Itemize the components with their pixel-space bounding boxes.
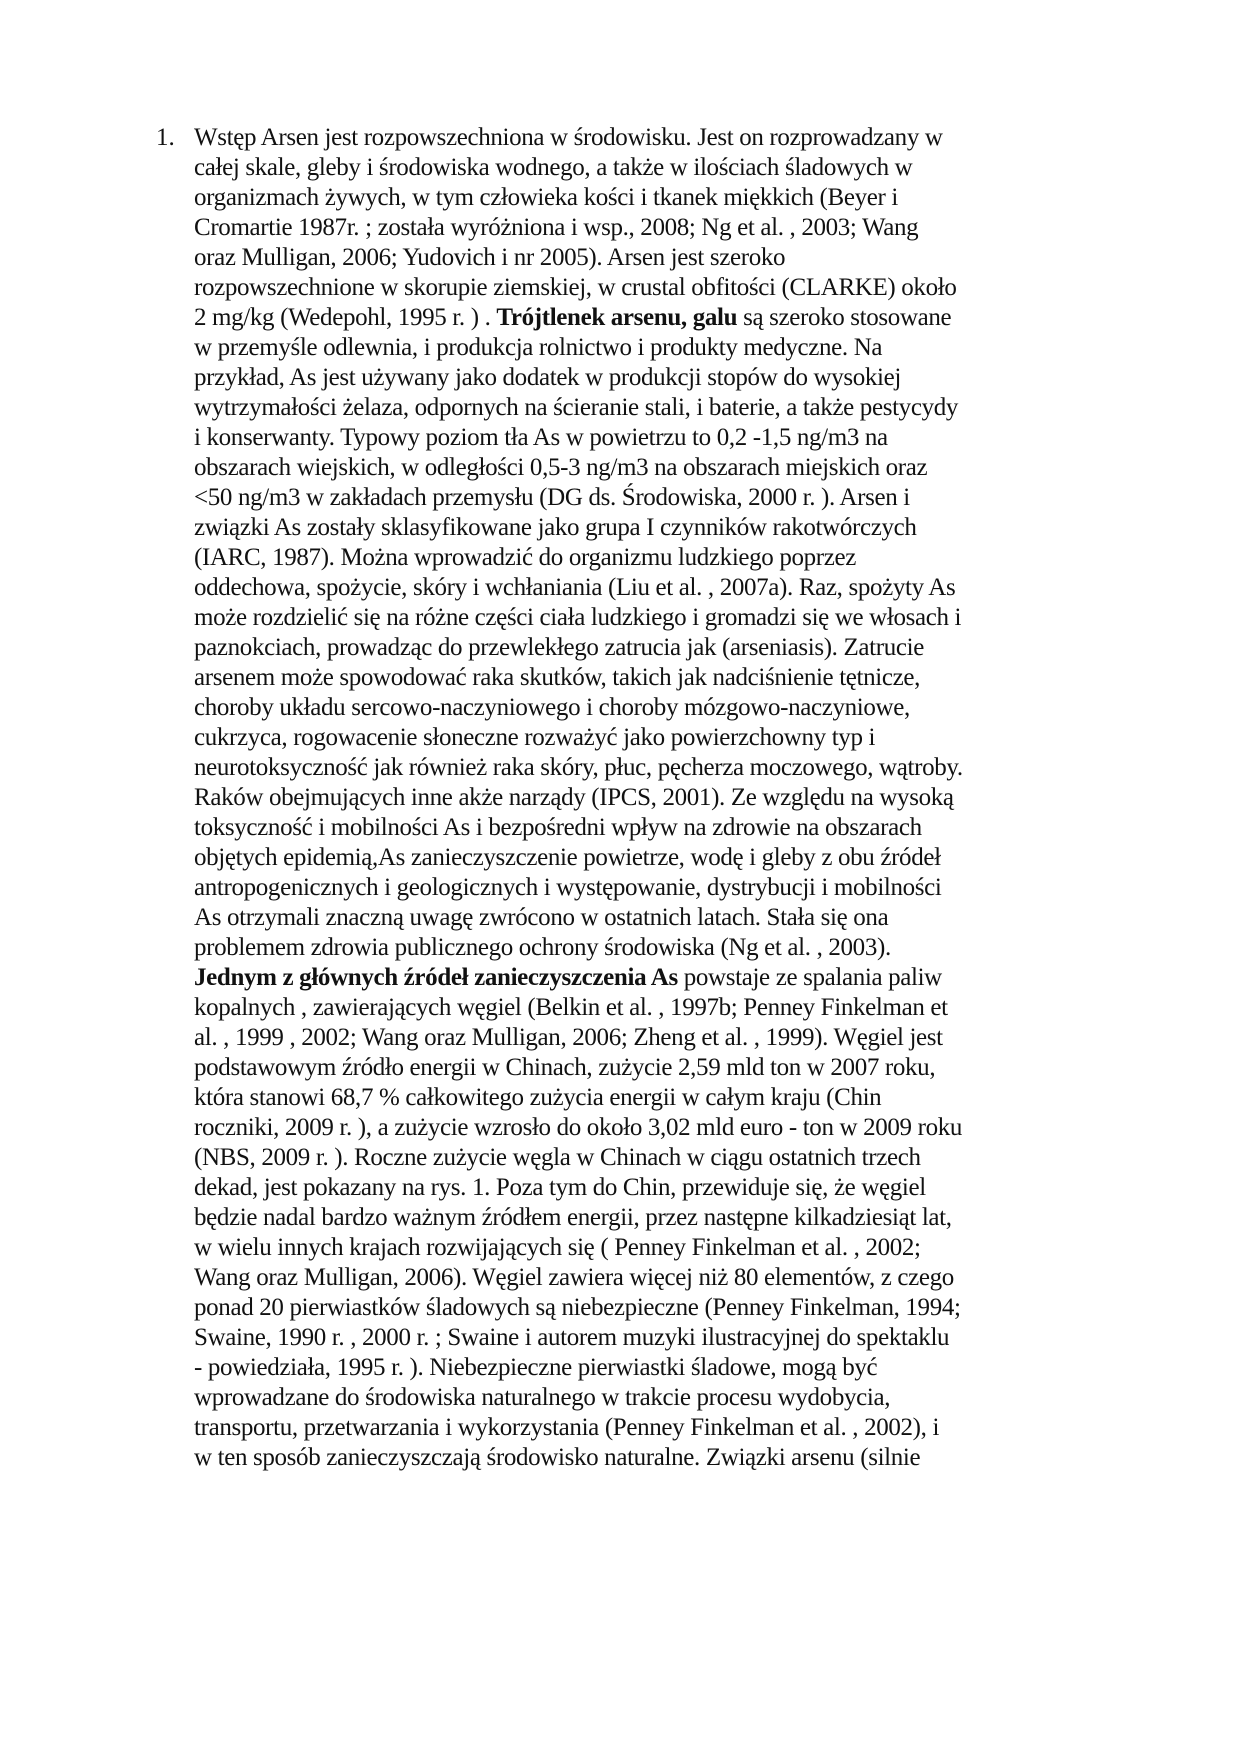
- text-line: [194, 933, 1134, 963]
- text-run: al. , 1999 , 2002; Wang oraz Mulligan, 2006; Zheng et al. , 1999). Węgiel jest: [194, 1024, 943, 1051]
- text-line: [194, 543, 1134, 573]
- text-line: [194, 813, 1134, 843]
- text-line: [194, 1353, 1134, 1383]
- text-line: [194, 363, 1134, 393]
- text-line: [194, 1323, 1134, 1353]
- paragraph-body: [194, 123, 1134, 1473]
- text-run: toksyczność i mobilności As i bezpośredni wpływ na zdrowie na obszarach: [194, 814, 922, 841]
- text-line: [194, 1383, 1134, 1413]
- text-run: będzie nadal bardzo ważnym źródłem energii, przez następne kilkadziesiąt lat,: [194, 1204, 952, 1231]
- text-run: ponad 20 pierwiastków śladowych są niebezpieczne (Penney Finkelman, 1994;: [194, 1294, 961, 1321]
- text-line: [194, 873, 1134, 903]
- text-run: Wang oraz Mulligan, 2006). Węgiel zawiera więcej niż 80 elementów, z czego: [194, 1264, 954, 1291]
- text-run: związki As zostały sklasyfikowane jako grupa I czynników rakotwórczych: [194, 514, 917, 541]
- text-line: [194, 663, 1134, 693]
- text-run: arsenem może spowodować raka skutków, takich jak nadciśnienie tętnicze,: [194, 664, 921, 691]
- text-line: [194, 513, 1134, 543]
- text-line: [194, 1083, 1134, 1113]
- text-run: Swaine, 1990 r. , 2000 r. ; Swaine i autorem muzyki ilustracyjnej do spektaklu: [194, 1324, 950, 1351]
- text-run: podstawowym źródło energii w Chinach, zużycie 2,59 mld ton w 2007 roku,: [194, 1054, 936, 1081]
- text-line: [194, 633, 1134, 663]
- text-run: powstaje ze spalania paliw: [677, 964, 942, 991]
- text-run: cukrzyca, rogowacenie słoneczne rozważyć jako powierzchowny typ i: [194, 724, 876, 751]
- text-line: [194, 453, 1134, 483]
- text-run: i konserwanty. Typowy poziom tła As w powietrzu to 0,2 -1,5 ng/m3 na: [194, 424, 888, 451]
- text-line: [194, 573, 1134, 603]
- text-line: [194, 1293, 1134, 1323]
- text-run: (IARC, 1987). Można wprowadzić do organizmu ludzkiego poprzez: [194, 544, 857, 571]
- text-line: [194, 1203, 1134, 1233]
- text-run: rozpowszechnione w skorupie ziemskiej, w crustal obfitości (CLARKE) około: [194, 274, 957, 301]
- text-line: [194, 243, 1134, 273]
- text-run: całej skale, gleby i środowiska wodnego, a także w ilościach śladowych w: [194, 154, 913, 181]
- text-run: As otrzymali znaczną uwagę zwrócono w ostatnich latach. Stała się ona: [194, 904, 889, 931]
- text-run: przykład, As jest używany jako dodatek w produkcji stopów do wysokiej: [194, 364, 901, 391]
- text-run: wprowadzane do środowiska naturalnego w trakcie procesu wydobycia,: [194, 1384, 891, 1411]
- text-line: [194, 273, 1134, 303]
- text-line: [194, 1233, 1134, 1263]
- text-run: antropogenicznych i geologicznych i występowanie, dystrybucji i mobilności: [194, 874, 942, 901]
- text-run: neurotoksyczność jak również raka skóry, płuc, pęcherza moczowego, wątroby.: [194, 754, 963, 781]
- text-line: [194, 423, 1134, 453]
- text-line: [194, 123, 1134, 153]
- text-run: są szeroko stosowane: [737, 304, 952, 331]
- text-run: 2 mg/kg (Wedepohl, 1995 r. ) .: [194, 304, 497, 331]
- text-run: choroby układu sercowo-naczyniowego i choroby mózgowo-naczyniowe,: [194, 694, 910, 721]
- text-run: Raków obejmujących inne akże narządy (IPCS, 2001). Ze względu na wysoką: [194, 784, 954, 811]
- text-run: która stanowi 68,7 % całkowitego zużycia energii w całym kraju (Chin: [194, 1084, 882, 1111]
- text-line: [194, 1173, 1134, 1203]
- list-number: 1.: [156, 124, 175, 151]
- text-run: <50 ng/m3 w zakładach przemysłu (DG ds. Środowiska, 2000 r. ). Arsen i: [194, 484, 910, 511]
- text-run: wytrzymałości żelaza, odpornych na ścieranie stali, i baterie, a także pestycydy: [194, 394, 959, 421]
- text-line: [194, 963, 1134, 993]
- text-run: transportu, przetwarzania i wykorzystania (Penney Finkelman et al. , 2002), i: [194, 1414, 940, 1441]
- text-line: [194, 1443, 1134, 1473]
- text-run: w przemyśle odlewnia, i produkcja rolnictwo i produkty medyczne. Na: [194, 334, 883, 361]
- text-line: [194, 393, 1134, 423]
- text-run: problemem zdrowia publicznego ochrony środowiska (Ng et al. , 2003).: [194, 934, 891, 961]
- text-line: [194, 1413, 1134, 1443]
- text-line: [194, 603, 1134, 633]
- text-line: [194, 993, 1134, 1023]
- text-run: oraz Mulligan, 2006; Yudovich i nr 2005). Arsen jest szeroko: [194, 244, 786, 271]
- text-line: [194, 153, 1134, 183]
- text-line: [194, 183, 1134, 213]
- text-run: Cromartie 1987r. ; została wyróżniona i wsp., 2008; Ng et al. , 2003; Wang: [194, 214, 919, 241]
- text-run: Wstęp Arsen jest rozpowszechniona w środowisku. Jest on rozprowadzany w: [194, 124, 943, 151]
- text-line: [194, 903, 1134, 933]
- text-line: [194, 1263, 1134, 1293]
- text-run: (NBS, 2009 r. ). Roczne zużycie węgla w Chinach w ciągu ostatnich trzech: [194, 1144, 921, 1171]
- text-line: [194, 213, 1134, 243]
- text-run: w wielu innych krajach rozwijających się ( Penney Finkelman et al. , 2002;: [194, 1234, 921, 1261]
- text-line: [194, 1023, 1134, 1053]
- text-run: - powiedziała, 1995 r. ). Niebezpieczne pierwiastki śladowe, mogą być: [194, 1354, 878, 1381]
- text-run: obszarach wiejskich, w odległości 0,5-3 ng/m3 na obszarach miejskich oraz: [194, 454, 928, 481]
- text-run: dekad, jest pokazany na rys. 1. Poza tym do Chin, przewiduje się, że węgiel: [194, 1174, 926, 1201]
- text-line: [194, 1143, 1134, 1173]
- text-run: paznokciach, prowadząc do przewlekłego zatrucia jak (arseniasis). Zatrucie: [194, 634, 924, 661]
- text-run: w ten sposób zanieczyszczają środowisko naturalne. Związki arsenu (silnie: [194, 1444, 921, 1471]
- text-run: kopalnych , zawierających węgiel (Belkin et al. , 1997b; Penney Finkelman et: [194, 994, 948, 1021]
- text-run: objętych epidemią,As zanieczyszczenie powietrze, wodę i gleby z obu źródeł: [194, 844, 941, 871]
- text-run: organizmach żywych, w tym człowieka kości i tkanek miękkich (Beyer i: [194, 184, 898, 211]
- text-run: może rozdzielić się na różne części ciała ludzkiego i gromadzi się we włosach i: [194, 604, 962, 631]
- text-line: [194, 693, 1134, 723]
- text-line: [194, 333, 1134, 363]
- text-line: [194, 483, 1134, 513]
- text-line: [194, 303, 1134, 333]
- text-line: [194, 1053, 1134, 1083]
- text-line: [194, 753, 1134, 783]
- bold-text-run: Trójtlenek arsenu, galu: [496, 304, 738, 331]
- text-line: [194, 843, 1134, 873]
- bold-text-run: Jednym z głównych źródeł zanieczyszczenia As: [194, 964, 678, 991]
- text-line: [194, 1113, 1134, 1143]
- text-run: roczniki, 2009 r. ), a zużycie wzrosło do około 3,02 mld euro - ton w 2009 roku: [194, 1114, 963, 1141]
- text-line: [194, 783, 1134, 813]
- text-run: oddechowa, spożycie, skóry i wchłaniania (Liu et al. , 2007a). Raz, spożyty As: [194, 574, 956, 601]
- text-line: [194, 723, 1134, 753]
